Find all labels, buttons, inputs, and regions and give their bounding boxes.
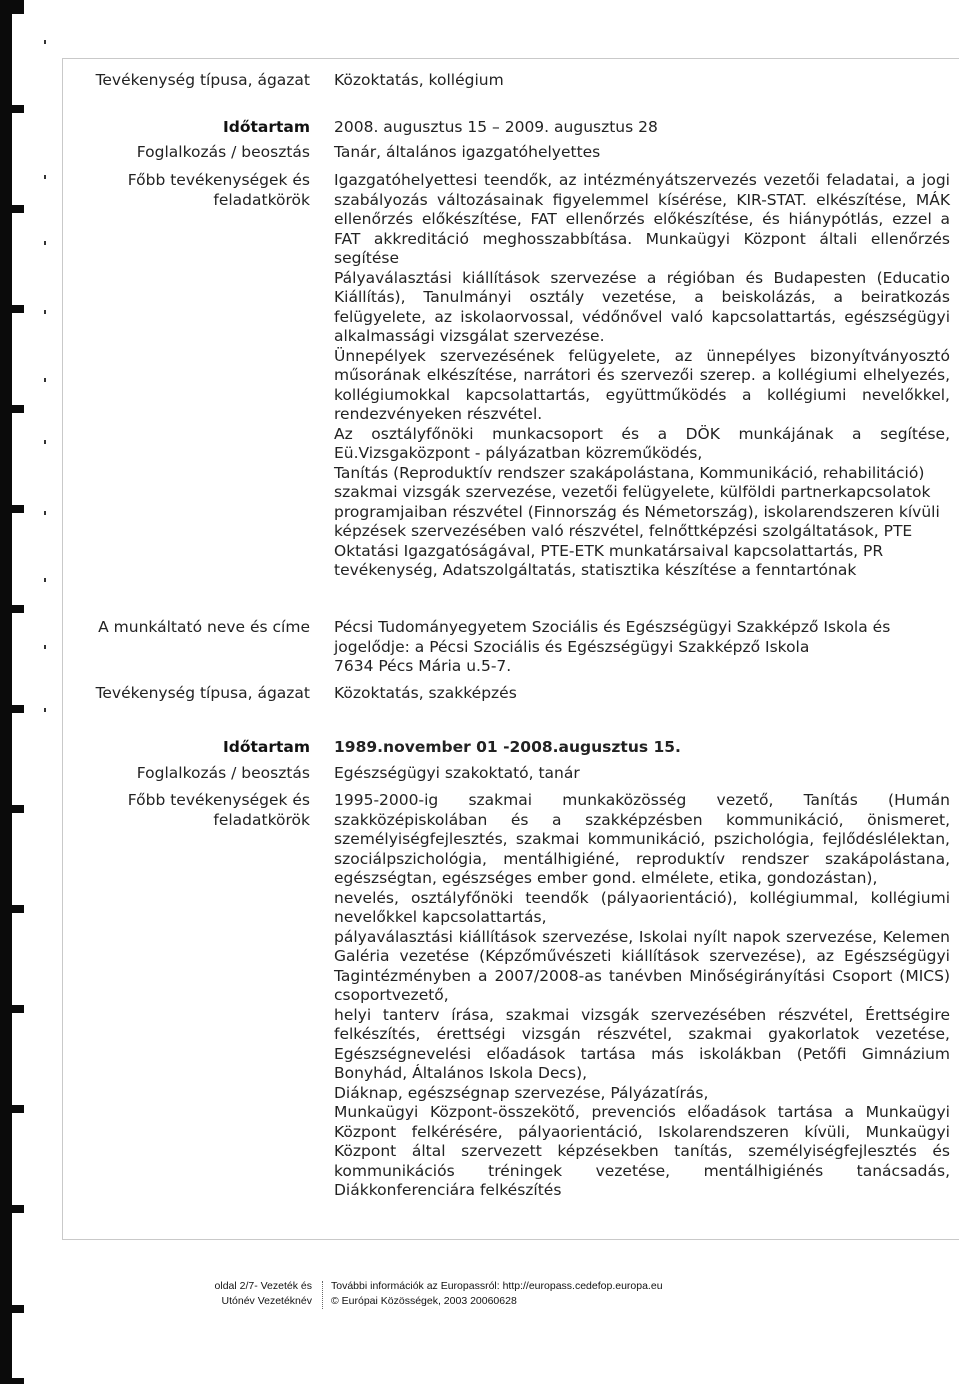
owner-name: Utónév Vezetéknév	[221, 1295, 312, 1307]
activity-paragraph: nevelés, osztályfőnöki teendők (pályaorientáció), kollégiummal, kollégiumi nevelőkkel kapcsolattartás,	[334, 888, 950, 926]
copyright: © Európai Közösségek, 2003 20060628	[331, 1295, 517, 1307]
activity-paragraph: Pályaválasztási kiállítások szervezése a régióban és Budapesten (Educatio Kiállítás), Tanulmányi osztály vezetése, a beiskolázás, a beiratkozás felügyelete, az iskolaorvossal, védőnővel való kapcsolattartás, egészségügyi alkalmassági vizsgálat szervezése.	[334, 268, 950, 345]
sector-value: Közoktatás, szakképzés	[334, 684, 517, 702]
footer-page-info	[160, 1279, 312, 1309]
employer-value	[334, 618, 950, 677]
activity-paragraph: 1995-2000-ig szakmai munkaközösség vezető, Tanítás (Humán szakközépiskolában és a szakképzésben kommunikáció, önismeret, személyiségfejlesztés, szakmai kommunikáció, pszichológia, fejlődéslélektan, szociálpszichológia, mentálhigiéné, reproduktív rendszer szakápolástana, egészségtan, egészséges ember gond. elmélete, etika, gondozástan),	[334, 791, 950, 887]
duration-label: Időtartam	[222, 738, 310, 756]
activities-label-line-2: feladatkörök	[213, 810, 310, 829]
europass-link[interactable]: További információk az Europassról: http://europass.cedefop.europa.eu	[331, 1280, 663, 1292]
footer-europass-info	[331, 1279, 751, 1309]
employer-address: 7634 Pécs Mária u.5-7.	[334, 657, 512, 675]
activities-list	[334, 171, 950, 581]
employer-name: Pécsi Tudományegyetem Szociális és Egészségügyi Szakképző Iskola és jogelődje: a Pécsi Szociális és Egészségügyi Szakképző Iskola	[334, 618, 891, 656]
activity-paragraph: pályaválasztási kiállítások szervezése, Iskolai nyílt napok szervezése, Kelemen Galéria vezetése (Képzőművészeti kiállítások szervezése), az Egészségügyi Tagintézményben a 2007/2008-as tanévben Minőségirányítási Csoport (MICS) csoportvezető,	[334, 927, 950, 1004]
activities-label	[60, 791, 310, 830]
activity-paragraph: Igazgatóhelyettesi teendők, az intézményátszervezés vezetői feladatai, a jogi szabályozás változásainak figyelemmel kísérése, KIR-STAT. elkészítése, MÁK ellenőrzés előkészítése, FAT ellenőrzés előkészítése, és hiánypótlás, ezzel a FAT akkreditáció meghosszabbítása. Munkaügyi Központ általi ellenőrzés segítése	[334, 171, 950, 267]
activity-paragraph: Tanítás (Reproduktív rendszer szakápolástana, Kommunikáció, rehabilitáció) szakmai vizsgák szervezése, vezetői felügyelete, külföldi partnerkapcsolatok programjaiban részvétel (Finnország és Németország), iskolarendszeren kívüli képzések szervezésében való részvétel, felnőttképzési szolgáltatások, PTE Oktatási Igazgatóságával, PTE-ETK munkatársaival kapcsolattartás, PR tevékenység, Adatszolgáltatás, statisztika készítése a fenntartónak	[334, 463, 940, 579]
activities-label	[60, 171, 310, 210]
activity-paragraph: Munkaügyi Központ-összekötő, prevenciós előadások tartása a Munkaügyi Központ felkérésére, pályaorientáció, Iskolarendszeren kívüli, Munkaügyi Központ által szervezett képzésekben tanítás, személyiségfejlesztés és kommunikációs tréningek vezetése, mentálhigiénés tanácsadás, Diákkonferenciára felkészítés	[334, 1103, 950, 1199]
activities-label-line-1: Főbb tevékenységek és	[127, 791, 310, 809]
position-value: Egészségügyi szakoktató, tanár	[334, 764, 580, 782]
position-label: Foglalkozás / beosztás	[136, 143, 310, 161]
position-label: Foglalkozás / beosztás	[136, 764, 310, 782]
duration-value: 2008. augusztus 15 – 2009. augusztus 28	[334, 118, 658, 136]
activities-list	[334, 791, 950, 1201]
duration-value: 1989.november 01 -2008.augusztus 15.	[334, 738, 681, 756]
activity-paragraph: Az osztályfőnöki munkacsoport és a DÖK munkájának a segítése, Eü.Vizsgaközpont - pályázatban közreműködés,	[334, 424, 950, 462]
activity-paragraph: Ünnepélyek szervezésének felügyelete, az ünnepélyes bizonyítványosztó műsorának elkészítése, narrátori és szervezői szerep. a kollégiumi elhelyezés, kollégiumokkal kapcsolattartás, együttműködés a kollégiumi nevelőkkel, rendezvényeken részvétel.	[334, 346, 950, 423]
page-number: oldal 2/7- Vezeték és	[214, 1280, 312, 1292]
sector-value: Közoktatás, kollégium	[334, 71, 504, 89]
activity-paragraph: helyi tanterv írása, szakmai vizsgák szervezésében részvétel, Érettségire felkészítés, érettségi vizsgán részvétel, szakmai gyakorlatok vezetése, Egészségnevelési előadások tartása más iskolákban (Petőfi Gimnázium Bonyhád, Általános Iskola Decs),	[334, 1005, 950, 1082]
position-value: Tanár, általános igazgatóhelyettes	[334, 143, 601, 161]
activity-paragraph: Diáknap, egészségnap szervezése, Pályázatírás,	[334, 1083, 709, 1102]
duration-label: Időtartam	[222, 118, 310, 136]
sector-label: Tevékenység típusa, ágazat	[95, 684, 310, 702]
activities-label-line-2: feladatkörök	[213, 190, 310, 209]
employer-label: A munkáltató neve és címe	[98, 618, 310, 636]
sector-label: Tevékenység típusa, ágazat	[95, 71, 310, 89]
activities-label-line-1: Főbb tevékenységek és	[127, 171, 310, 189]
footer-divider	[322, 1281, 324, 1309]
